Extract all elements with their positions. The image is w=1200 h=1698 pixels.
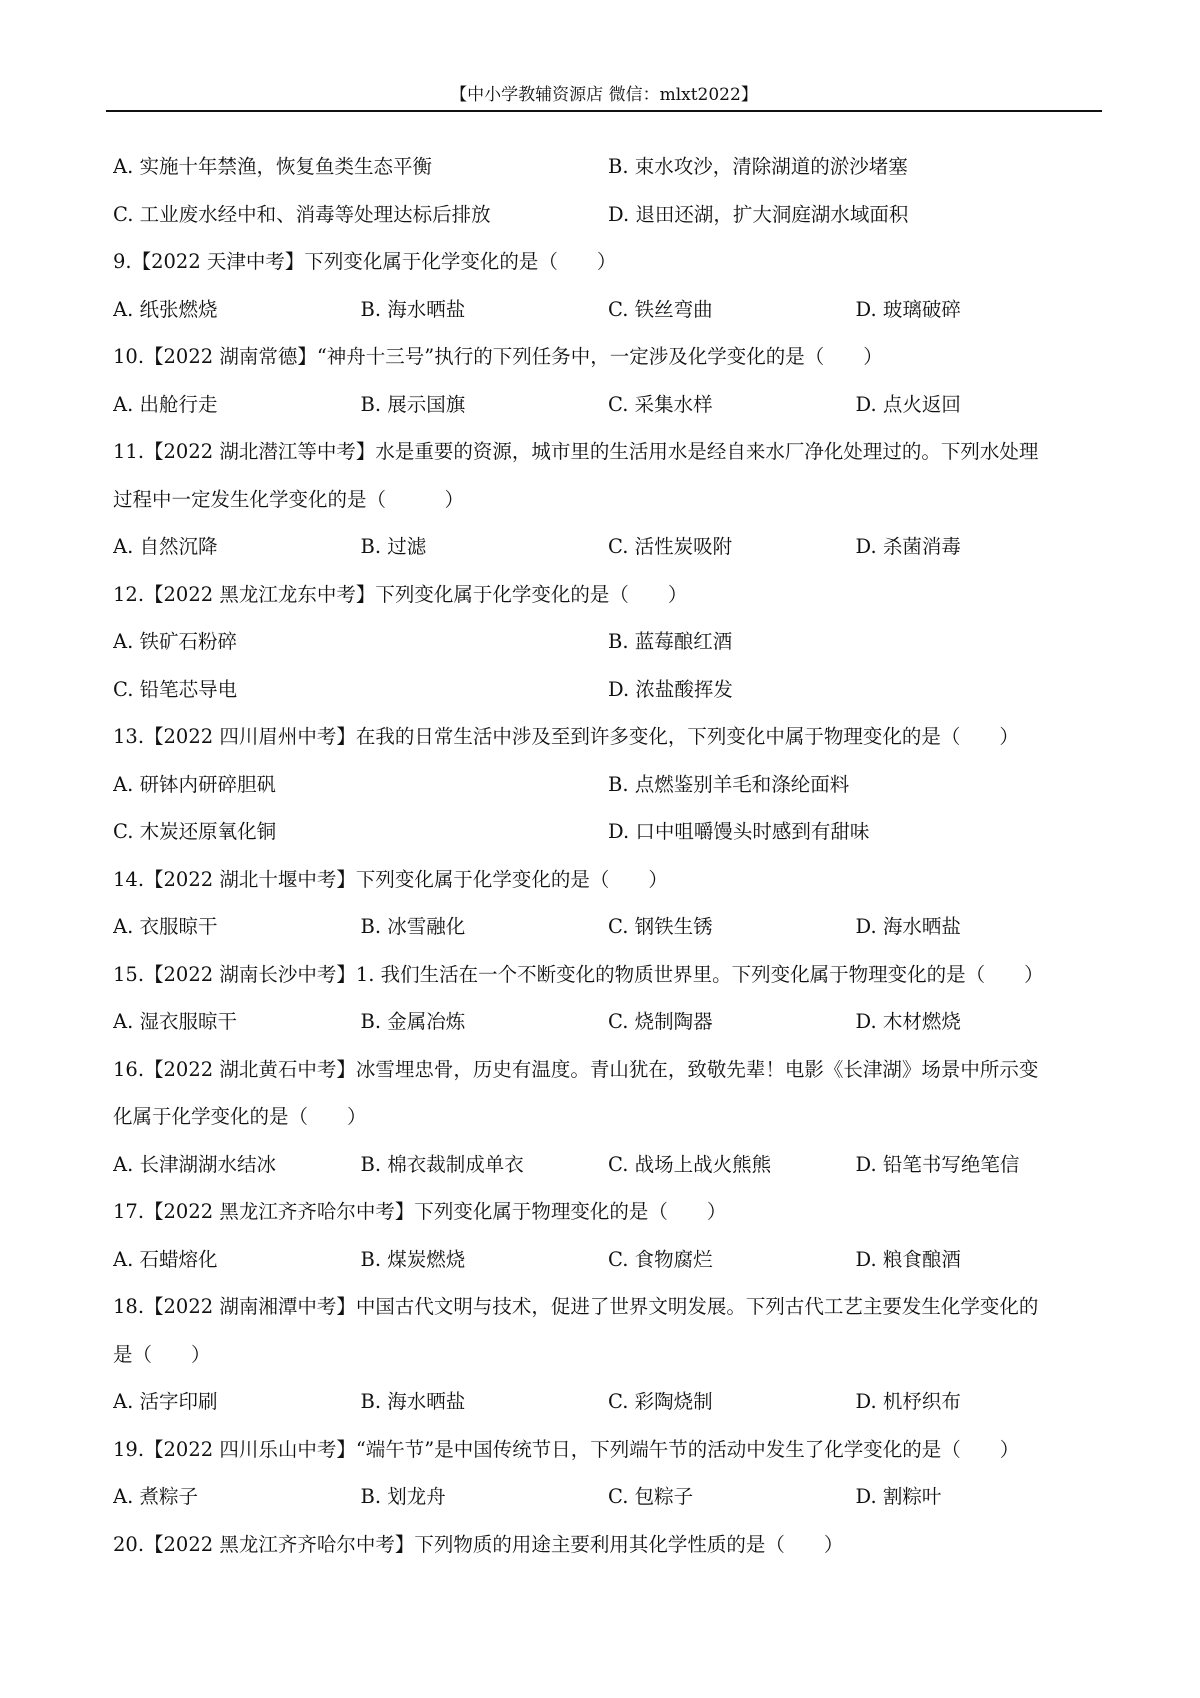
option-a: A. 石蜡熔化 — [113, 1247, 218, 1271]
option-c: C. 铅笔芯导电 — [113, 677, 238, 701]
option-b: B. 展示国旗 — [360, 392, 466, 416]
option-d: D. 海水晒盐 — [855, 915, 961, 938]
option-d: D. 浓盐酸挥发 — [608, 677, 733, 701]
question-18-stem-line-2: 是（ ） — [113, 1342, 211, 1366]
option-a: A. 衣服晾干 — [113, 915, 218, 938]
option-b: B. 海水晒盐 — [360, 297, 466, 321]
option-d: D. 木材燃烧 — [855, 1010, 961, 1033]
question-list — [113, 143, 1103, 1568]
option-a: A. 自然沉降 — [113, 535, 218, 558]
question-19-stem: 19.【2022 四川乐山中考】“端午节”是中国传统节日，下列端午节的活动中发生了化学变化的是（ ） — [113, 1437, 1020, 1461]
question-18-options — [113, 1378, 1103, 1426]
option-a: A. 纸张燃烧 — [113, 297, 218, 321]
option-b: B. 金属冶炼 — [360, 1010, 466, 1033]
question-14-stem: 14.【2022 湖北十堰中考】下列变化属于化学变化的是（ ） — [113, 867, 668, 891]
option-c: C. 食物腐烂 — [608, 1247, 713, 1271]
option-b: B. 划龙舟 — [360, 1485, 446, 1508]
option-b: B. 点燃鉴别羊毛和涤纶面料 — [608, 772, 850, 796]
option-b: B. 煤炭燃烧 — [360, 1247, 466, 1271]
question-17-stem: 17.【2022 黑龙江齐齐哈尔中考】下列变化属于物理变化的是（ ） — [113, 1200, 727, 1223]
option-c: C. 工业废水经中和、消毒等处理达标后排放 — [113, 202, 491, 226]
option-d: D. 铅笔书写绝笔信 — [855, 1152, 1020, 1176]
option-d: D. 玻璃破碎 — [855, 297, 961, 321]
option-c: C. 活性炭吸附 — [608, 535, 733, 558]
question-11-stem-line-1: 11.【2022 湖北潜江等中考】水是重要的资源，城市里的生活用水是经自来水厂净化处理过的。下列水处理 — [113, 440, 1039, 463]
question-20-stem: 20.【2022 黑龙江齐齐哈尔中考】下列物质的用途主要利用其化学性质的是（ ） — [113, 1532, 844, 1556]
option-a: A. 活字印刷 — [113, 1390, 218, 1413]
option-a: A. 湿衣服晾干 — [113, 1010, 237, 1033]
option-c: C. 钢铁生锈 — [608, 915, 713, 938]
question-18-stem-line-1: 18.【2022 湖南湘潭中考】中国古代文明与技术，促进了世界文明发展。下列古代工艺主要发生化学变化的 — [113, 1295, 1039, 1318]
option-c: C. 包粽子 — [608, 1485, 694, 1508]
question-11-options — [113, 523, 1103, 571]
question-17-options — [113, 1236, 1103, 1284]
option-a: A. 出舱行走 — [113, 392, 218, 416]
option-a: A. 煮粽子 — [113, 1485, 198, 1508]
option-c: C. 战场上战火熊熊 — [608, 1152, 772, 1176]
option-b: B. 蓝莓酿红酒 — [608, 630, 733, 653]
option-a: A. 实施十年禁渔，恢复鱼类生态平衡 — [113, 155, 432, 178]
option-d: D. 口中咀嚼馒头时感到有甜味 — [608, 820, 870, 843]
question-19-options — [113, 1473, 1103, 1521]
question-16-stem-line-2: 化属于化学变化的是（ ） — [113, 1105, 367, 1128]
option-a: A. 研钵内研碎胆矾 — [113, 772, 276, 796]
option-d: D. 杀菌消毒 — [855, 535, 961, 558]
option-b: B. 海水晒盐 — [360, 1390, 466, 1413]
option-b: B. 冰雪融化 — [360, 915, 466, 938]
option-c: C. 彩陶烧制 — [608, 1390, 713, 1413]
option-b: B. 束水攻沙，清除湖道的淤沙堵塞 — [608, 155, 908, 178]
question-11-stem-line-2: 过程中一定发生化学变化的是（ ） — [113, 487, 465, 511]
option-a: A. 铁矿石粉碎 — [113, 630, 237, 653]
question-12-options-row-2 — [113, 666, 1103, 714]
option-b: B. 棉衣裁制成单衣 — [360, 1152, 524, 1176]
option-c: C. 烧制陶器 — [608, 1010, 713, 1033]
question-8-options-row-1 — [113, 143, 1103, 191]
option-d: D. 粮食酿酒 — [855, 1247, 961, 1271]
question-13-options-row-2 — [113, 808, 1103, 856]
option-d: D. 割粽叶 — [855, 1485, 942, 1508]
question-12-options-row-1 — [113, 618, 1103, 666]
question-8-options-row-2 — [113, 191, 1103, 239]
option-d: D. 点火返回 — [855, 392, 961, 416]
question-10-stem: 10.【2022 湖南常德】“神舟十三号”执行的下列任务中，一定涉及化学变化的是（ ） — [113, 345, 883, 368]
question-15-options — [113, 998, 1103, 1046]
page-header: 【中小学教辅资源店 微信：mlxt2022】 — [450, 85, 758, 105]
question-9-options — [113, 286, 1103, 334]
question-16-stem-line-1: 16.【2022 湖北黄石中考】冰雪埋忠骨，历史有温度。青山犹在，致敬先辈！电影《长津湖》场景中所示变 — [113, 1057, 1039, 1081]
question-9-stem: 9.【2022 天津中考】下列变化属于化学变化的是（ ） — [113, 250, 617, 273]
header-divider — [106, 110, 1102, 112]
question-12-stem: 12.【2022 黑龙江龙东中考】下列变化属于化学变化的是（ ） — [113, 582, 688, 606]
option-c: C. 采集水样 — [608, 392, 713, 416]
question-13-options-row-1 — [113, 761, 1103, 809]
question-14-options — [113, 903, 1103, 951]
question-10-options — [113, 381, 1103, 429]
option-b: B. 过滤 — [360, 535, 427, 558]
option-c: C. 铁丝弯曲 — [608, 297, 713, 321]
question-13-stem: 13.【2022 四川眉州中考】在我的日常生活中涉及至到许多变化，下列变化中属于物理变化的是（ ） — [113, 725, 1019, 748]
question-16-options — [113, 1141, 1103, 1189]
option-d: D. 机杼织布 — [855, 1390, 961, 1413]
option-a: A. 长津湖湖水结冰 — [113, 1152, 276, 1176]
option-d: D. 退田还湖，扩大洞庭湖水域面积 — [608, 202, 909, 226]
question-15-stem: 15.【2022 湖南长沙中考】1. 我们生活在一个不断变化的物质世界里。下列变化属于物理变化的是（ ） — [113, 962, 1044, 986]
option-c: C. 木炭还原氧化铜 — [113, 820, 277, 843]
